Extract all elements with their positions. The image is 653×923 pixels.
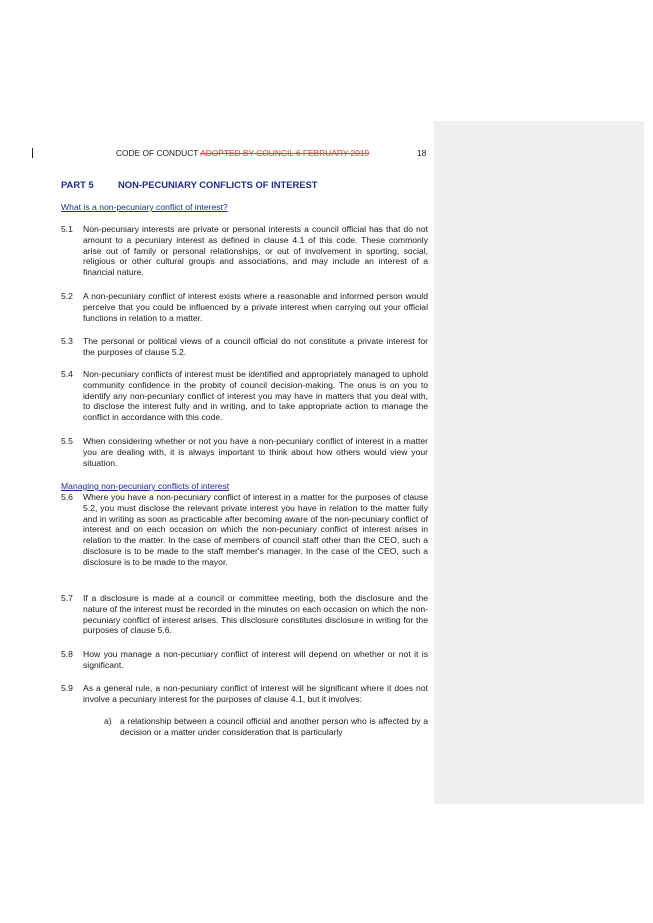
clause-5-9: [61, 683, 428, 705]
clause-text: Non-pecuniary conflicts of interest must be identified and appropriately managed to uphold community confidence in the probity of council decision-making. The onus is on you to identify any non-pecuniary conflict of interest you may have in matters that you deal with, to disclose the interest fully and in writing, and to take appropriate action to manage the conflict in accordance with this code.: [83, 369, 428, 423]
header-deleted-text: ADOPTED BY COUNCIL 6 FEBRUARY 2019: [200, 148, 370, 158]
clause-text: Where you have a non-pecuniary conflict of interest in a matter for the purposes of clause 5.2, you must disclose the relevant private interest you have in relation to the matter fully and in writing as soon as practicable after becoming aware of the non-pecuniary conflict of interest and on each occasion on which the non-pecuniary conflict of interest arises in relation to the matter. In the case of members of council staff other than the CEO, such a disclosure is to be made to the staff member's manager. In the case of the CEO, such a disclosure is to be made to the mayor.: [83, 492, 428, 567]
clause-text: If a disclosure is made at a council or committee meeting, both the disclosure and the nature of the interest must be recorded in the minutes on each occasion on which the non-pecuniary conflict of interest arises. This disclosure constitutes disclosure in writing for the purposes of clause 5.6.: [83, 593, 428, 636]
clause-number: 5.8: [61, 649, 73, 659]
clause-text: How you manage a non-pecuniary conflict of interest will depend on whether or not it is significant.: [83, 649, 428, 670]
page-header: [116, 148, 369, 158]
clause-5-1: [61, 224, 428, 278]
page-number: 18: [417, 148, 427, 158]
part-label: PART 5: [61, 179, 94, 190]
section-heading-managing: Managing non-pecuniary conflicts of interest: [61, 481, 230, 491]
clause-5-4: [61, 369, 428, 423]
clause-number: 5.7: [61, 593, 73, 603]
clause-5-5: [61, 436, 428, 468]
part-heading: [61, 179, 317, 190]
header-title: CODE OF CONDUCT: [116, 148, 199, 158]
item-text: a relationship between a council official and another person who is affected by a decision or a matter under consideration that is particularly: [120, 716, 428, 737]
clause-5-8: [61, 649, 428, 671]
clause-number: 5.5: [61, 436, 73, 446]
section-heading-what-is: What is a non-pecuniary conflict of interest?: [61, 202, 228, 212]
change-bar: [32, 148, 33, 158]
clause-number: 5.3: [61, 336, 73, 346]
item-label: a): [104, 716, 112, 726]
clause-number: 5.9: [61, 683, 73, 693]
clause-5-9-item-a: [104, 716, 428, 738]
part-title: NON-PECUNIARY CONFLICTS OF INTEREST: [118, 179, 318, 190]
clause-number: 5.6: [61, 492, 73, 502]
clause-number: 5.1: [61, 224, 73, 234]
clause-5-3: [61, 336, 428, 358]
clause-number: 5.4: [61, 369, 73, 379]
clause-text: As a general rule, a non-pecuniary conflict of interest will be significant where it does not involve a pecuniary interest for the purposes of clause 4.1, but it involves:: [83, 683, 428, 704]
clause-number: 5.2: [61, 291, 73, 301]
clause-5-7: [61, 593, 428, 636]
clause-text: Non-pecuniary interests are private or personal interests a council official has that do not amount to a pecuniary interest as defined in clause 4.1 of this code. These commonly arise out of family or personal relationships, or out of involvement in sporting, social, religious or other cultural groups and associations, and may include an interest of a financial nature.: [83, 224, 428, 278]
clause-5-6: [61, 492, 428, 568]
clause-text: When considering whether or not you have a non-pecuniary conflict of interest in a matter you are dealing with, it is always important to think about how others would view your situation.: [83, 436, 428, 468]
clause-text: A non-pecuniary conflict of interest exists where a reasonable and informed person would perceive that you could be influenced by a private interest when carrying out your official functions in relation to a matter.: [83, 291, 428, 323]
clause-text: The personal or political views of a council official do not constitute a private interest for the purposes of clause 5.2.: [83, 336, 428, 357]
comment-pane: [434, 121, 644, 804]
clause-5-2: [61, 291, 428, 323]
